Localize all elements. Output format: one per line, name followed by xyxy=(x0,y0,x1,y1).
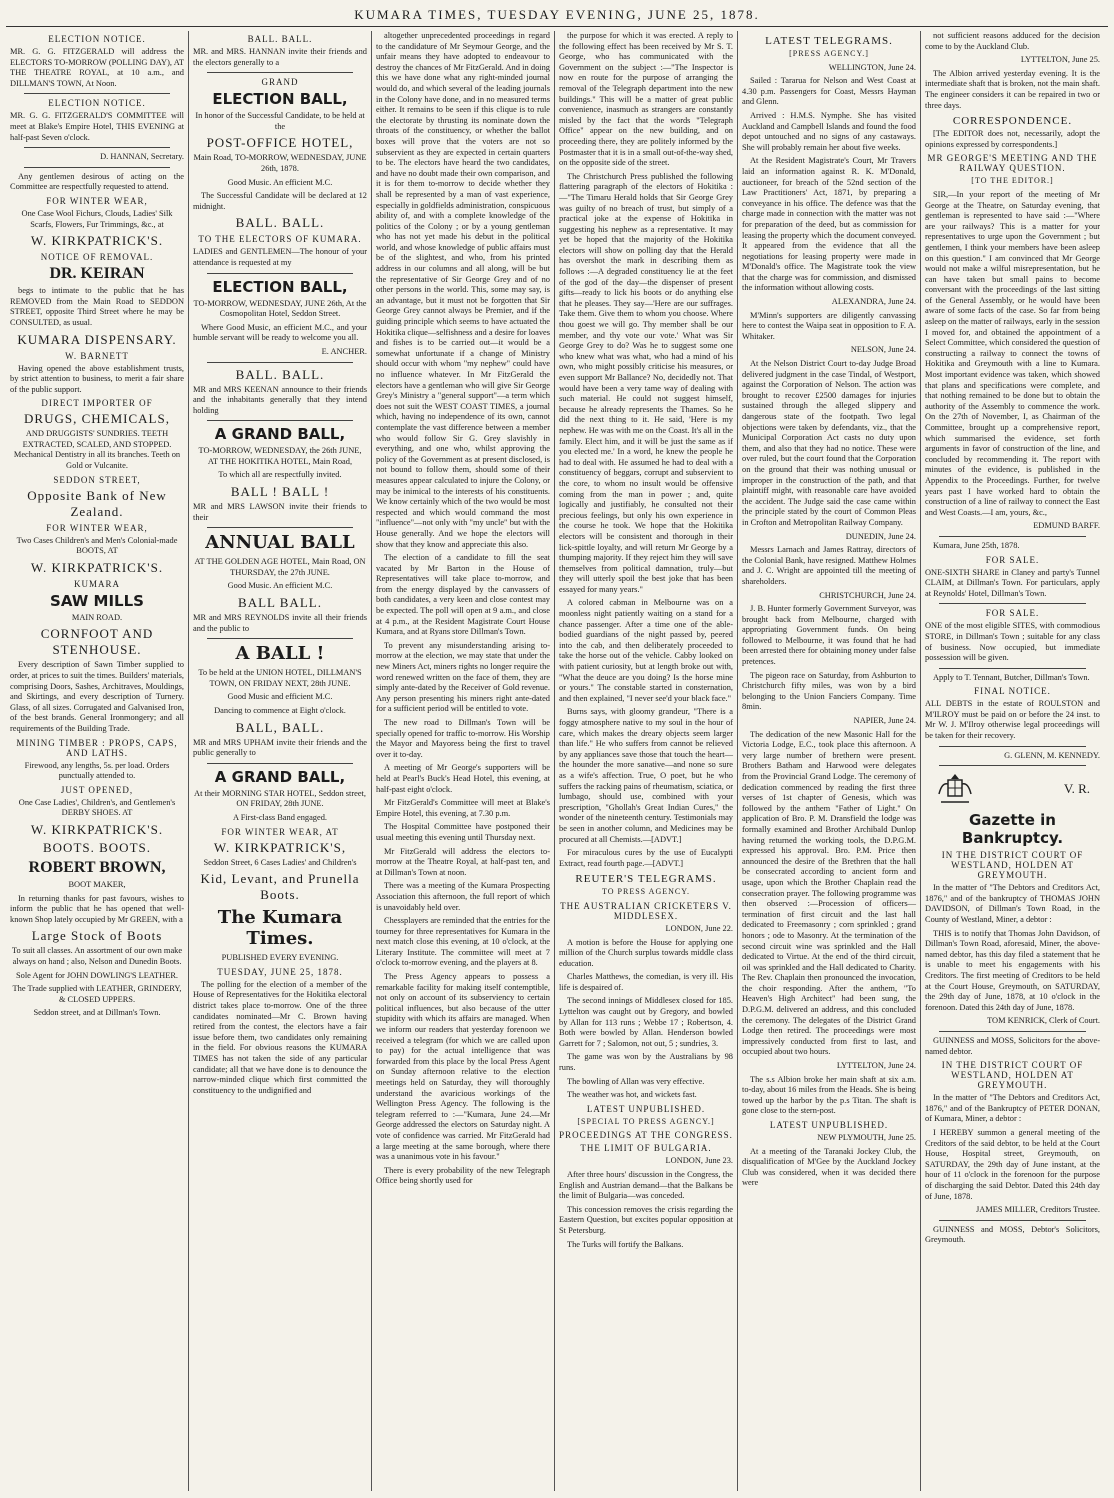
heading: TUESDAY, JUNE 25, 1878. xyxy=(217,966,343,977)
section-title: LATEST TELEGRAMS. xyxy=(765,35,893,47)
dateline: DUNEDIN, June 24. xyxy=(845,531,916,541)
heading: FOR WINTER WEAR, xyxy=(46,195,148,206)
paragraph: There is every probability of the new Telegraph Office being shortly used for xyxy=(376,1165,550,1186)
paragraph: J. B. Hunter formerly Government Surveyor, was brought back from Melbourne, charged with appropriating Government funds. On being followed to Melbourne, it was found that he had been arrested there for obtaining money under false pretences. xyxy=(742,604,916,667)
section-title: REUTER'S TELEGRAMS. xyxy=(575,873,717,886)
paragraph: I HEREBY summon a general meeting of the Creditors of the said debtor, to be held at the Court House, Hospital street, Greymouth, on SATURDAY, the 29th day of June instant, at the hour of 11 o'clock in the forenoon for the purpose of discharging the said Debtor. Dated this 24th day of June, 1878. xyxy=(925,1127,1100,1201)
advert-text: ALL DEBTS in the estate of ROULSTON and M'ILROY must be paid on or before the 24 inst. to Mr W. J. M'Ilroy otherwise legal proceedings will be taken for their recovery. xyxy=(925,699,1100,741)
centered-text: Seddon Street, 6 Cases Ladies' and Children's xyxy=(203,857,357,867)
centered-text: MAIN ROAD. xyxy=(71,612,123,622)
paragraph: Apply to T. Tennant, Butcher, Dillman's Town. xyxy=(933,672,1090,682)
signature: D. HANNAN, Secretary. xyxy=(100,152,184,162)
paragraph: Chessplayers are reminded that the entries for the tourney for three representatives for Kumara in the next match close this evening, at 10 o'clock, at the Literary Institute. The committee will meet at 7 o'clock to-morrow evening, and the players at 8. xyxy=(376,916,550,968)
signature: TOM KENRICK, Clerk of Court. xyxy=(987,1016,1100,1026)
centered-text: Dancing to commence at Eight o'clock. xyxy=(214,706,346,715)
centered-text: Main Road, TO-MORROW, WEDNESDAY, JUNE 26th, 1878. xyxy=(193,153,367,173)
display-line: W. KIRKPATRICK'S. xyxy=(30,821,164,837)
advert-text: MR. G. G. FITZGERALD'S COMMITTEE will meet at Blake's Empire Hotel, THIS EVENING at half-past Seven o'clock. xyxy=(10,111,184,142)
paragraph: The pigeon race on Saturday, from Ashburton to Christchurch fifty miles, was won by a bird belonging to the Union Fanciers Company. Time 8min. xyxy=(742,670,916,712)
heading: PROCEEDINGS AT THE CONGRESS. xyxy=(559,1130,733,1141)
paragraph: Any gentlemen desirous of acting on the Committee are respectfully requested to attend. xyxy=(10,171,184,192)
heading: DIRECT IMPORTER OF xyxy=(41,398,153,409)
display-bold: A GRAND BALL, xyxy=(214,767,346,786)
advert-text: MR and MRS REYNOLDS invite all their friends and the public to xyxy=(193,613,367,633)
column-5 xyxy=(738,31,921,1491)
display-line: Large Stock of Boots xyxy=(31,928,163,944)
paragraph: Messrs Larnach and James Rattray, directors of the Colonial Bank, have resigned. Matthew Holmes and J. C. Wright are appointed till the meeting of shareholders. xyxy=(742,545,916,586)
display-line: W. KIRKPATRICK'S. xyxy=(30,559,164,575)
display-line: POST-OFFICE HOTEL, xyxy=(206,135,354,151)
divider-rule xyxy=(207,638,353,639)
display-line: BALL ! BALL ! xyxy=(230,484,330,500)
divider-rule xyxy=(207,72,353,73)
column-2 xyxy=(189,31,372,1491)
paragraph: For miraculous cures by the use of Eucalypti Extract, read fourth page.—[ADVT.] xyxy=(559,848,733,868)
section-title: CORRESPONDENCE. xyxy=(952,115,1073,128)
paragraph: The Successful Candidate will be declared at 12 midnight. xyxy=(193,191,367,211)
display-gothic: The Kumara Times. xyxy=(217,907,343,950)
heading: FOR SALE. xyxy=(985,608,1040,619)
divider-rule xyxy=(939,1220,1086,1221)
display-name: ROBERT BROWN, xyxy=(28,858,166,876)
advert-text: MR and MRS UPHAM invite their friends and the public generally to xyxy=(193,737,367,758)
signature: G. GLENN, M. KENNEDY. xyxy=(1004,750,1100,760)
masthead: KUMARA TIMES, TUESDAY EVENING, JUNE 25, 1878. xyxy=(6,4,1108,27)
small-caps-line: TO PRESS AGENCY. xyxy=(602,887,690,897)
paragraph: The Hospital Committee have postponed their usual meeting this evening until Thursday next. xyxy=(376,822,550,842)
dateline: WELLINGTON, June 24. xyxy=(828,62,916,72)
paragraph: A meeting of Mr George's supporters will be held at Pearl's Buck's Head Hotel, this evening, at half-past eight o'clock. xyxy=(376,763,550,794)
centered-text: To which all are respectfully invited. xyxy=(218,470,342,480)
centered-text: To suit all classes. An assortment of our own make always on hand ; also, Nelson and Dunedin Boots. xyxy=(11,946,183,966)
divider-rule xyxy=(24,167,170,168)
column-6 xyxy=(921,31,1104,1491)
divider-rule xyxy=(207,362,353,363)
dateline: NELSON, June 24. xyxy=(850,345,916,355)
display-line: W. KIRKPATRICK'S, xyxy=(213,839,347,855)
centered-text: AT THE GOLDEN AGE HOTEL, Main Road, ON THURSDAY, the 27th JUNE. xyxy=(194,557,366,577)
dateline: LYTTELTON, June 24. xyxy=(836,1061,916,1071)
centered-text: Good Music. An efficient M.C. xyxy=(227,177,333,187)
display-gothic: A BALL ! xyxy=(235,643,325,665)
divider-rule xyxy=(207,763,353,764)
heading: MINING TIMBER : PROPS, CAPS, AND LATHS. xyxy=(16,737,178,758)
paragraph: Arrived : H.M.S. Nymphe. She has visited Auckland and Campbell Islands and found the food depot untouched and no signs of any castaways. She will probably remain her about five weeks. xyxy=(742,110,916,152)
columns xyxy=(6,31,1108,1491)
centered-text: Two Cases Children's and Men's Colonial-made BOOTS, AT xyxy=(16,535,178,556)
paragraph: SIR,—In your report of the meeting of Mr George at the Theatre, on Saturday evening, that gentleman is represented to have said :—"Where are your railways? This is a matter for your representatives to urge upon the Government ; but gentlemen, I think your members have been asleep on this question." I am convinced that Mr George would not make a wilful misrepresentation, but he can have taken but small pains to become conversant with the proceedings of the last sitting of the General Assembly, or he would have been aware of some facts of the case. So far from being asleep on the matter of railways, early in the session I moved for, and obtained the appointment of a Select Committee, which considered the question of constructing a railway to connect the towns of Hokitika and Greymouth with a line to Kumara. Most important evidence was taken, which showed that plans and specifications were complete, and that nothing remained to be done but to obtain the authority of the Assembly to commence the work. On the 27th of November, I, as Chairman of the Committee, brought up a comprehensive report, which summarised the evidence, set forth arguments in favor of construction of the line, and concluded by recommending it. The report with minutes of the evidence, is published in the Appendix to the Proceedings. Further, for twelve years past I have worked hard to obtain the construction of a line of railway to connect the East and West Coasts.—I am, yours, &c., xyxy=(925,189,1100,517)
display-line: KUMARA DISPENSARY. xyxy=(17,331,177,347)
advert-text: LADIES and GENTLEMEN—The honour of your attendance is requested at my xyxy=(193,247,367,267)
paragraph: The bowling of Allan was very effective. xyxy=(567,1076,705,1086)
dateline: CHRISTCHURCH, June 24. xyxy=(819,590,916,600)
heading: SEDDON STREET, xyxy=(53,474,141,485)
heading: IN THE DISTRICT COURT OF WESTLAND, HOLDEN AT GREYMOUTH. xyxy=(941,850,1084,881)
signature: E. ANCHER. xyxy=(321,346,367,356)
paragraph: Charles Matthews, the comedian, is very ill. His life is despaired of. xyxy=(559,972,733,992)
centered-text: TO-MORROW, WEDNESDAY, JUNE 26th, At the Cosmopolitan Hotel, Seddon Street. xyxy=(193,298,367,319)
heading: ELECTION NOTICE. xyxy=(48,98,146,109)
column-3 xyxy=(372,31,555,1491)
paragraph: Kumara, June 25th, 1878. xyxy=(933,540,1020,550)
paragraph: There was a meeting of the Kumara Prospecting Association this afternoon, the full report of which is unavoidably held over. xyxy=(376,881,550,912)
centered-text: Good Music. An efficient M.C. xyxy=(227,581,333,591)
dateline: NEW PLYMOUTH, June 25. xyxy=(817,1133,916,1142)
divider-rule xyxy=(939,603,1086,604)
centered-text: AND DRUGGISTS' SUNDRIES. TEETH EXTRACTED, SCALED, AND STOPPED. Mechanical Dentistry in all its branches. Teeth on Gold or Vulcanite. xyxy=(13,429,181,471)
paragraph: At the Resident Magistrate's Court, Mr Travers laid an information against R. K. M'Donald, auctioneer, for breach of the 52nd section of the Law Practitioners' Act, 1871, by preparing a conveyance in his office. The defence was that the charge made in connection with the matter was not for preparation of the deed, but as commission for leasing the property which the document conveyed. It appeared from the evidence that all the negotiations for leasing property were made in M'Donald's office. The Magistrate took the view that the charge was for commission, and dismissed the information without allowing costs. xyxy=(742,156,916,293)
crest-label: V. R. xyxy=(1063,781,1090,797)
centered-text: The Trade supplied with LEATHER, GRINDERY, & CLOSED UPPERS. xyxy=(12,984,182,1004)
advert-text: MR. G. G. FITZGERALD will address the ELECTORS TO-MORROW (POLLING DAY), AT THE THEATRE ROYAL, at 10 a.m., and DILLMAN'S TOWN, At Noon. xyxy=(10,47,184,88)
paragraph: A motion is before the House for applying one million of the Church surplus towards middle class education. xyxy=(559,937,733,968)
centered-text: Good Music and efficient M.C. xyxy=(227,692,333,702)
divider-rule xyxy=(207,420,353,421)
display-line: BALL. BALL. xyxy=(235,215,325,231)
paragraph: GUINNESS and MOSS, Solicitors for the above-named debtor. xyxy=(925,1035,1100,1056)
display-line: BALL, BALL. xyxy=(235,719,325,735)
heading: THE AUSTRALIAN CRICKETERS V. MIDDLESEX. xyxy=(560,900,732,921)
paragraph: the purpose for which it was erected. A reply to the following effect has been received by Mr S. T. George, who has communicated with the Government on the subject :—"The Inspector is now en route for the purpose of arranging the removal of the Telegraph department into the new buildings." This will be a matter of great public convenience, inasmuch as strangers are constantly misled by the fact that the words "Telegraph Office" appear on the new building, and on proceeding there, they are politely informed by the Postmaster that it is in a small out-of-the-way shed, on the opposite side of the street. xyxy=(559,31,733,168)
paragraph: The new road to Dillman's Town will be specially opened for traffic to-morrow. His Worship the Mayor and Mayoress being the first to travel over it to-day. xyxy=(376,718,550,759)
paragraph: The Turks will fortify the Balkans. xyxy=(567,1239,684,1249)
centered-text: A First-class Band engaged. xyxy=(233,812,327,822)
advert-text: ONE-SIXTH SHARE in Claney and party's Tunnel CLAIM, at Dillman's Town. For particulars, apply at Reynolds' Hotel, Dillman's Town. xyxy=(925,567,1100,598)
heading: NOTICE OF REMOVAL. xyxy=(40,252,154,263)
divider-rule xyxy=(939,765,1086,766)
paragraph: At the Nelson District Court to-day Judge Broad delivered judgment in the case Tindal, of Westport, against the Corporation of Nelson. The action was brought to recover £2500 damages for injuries sustained through the alleged slippery and dangerous state of the footpath. Two legal objections were taken by defendants, viz., that the Municipal Corporation Act casts no duty upon them, and also that they had no notice. These were over ruled, but the court found that the Corporation on the ground that their was nothing unusual or improper in the construction of the path, and that plaintiff might, with reasonable care have avoided the accident. The Judge said the case came within the principle stated by the court of Common Pleas in Crofton and Metropolitan Railway Company. xyxy=(742,359,916,527)
advert-text: MR and MRS LAWSON invite their friends to their xyxy=(193,502,367,522)
display-bold: A GRAND BALL, xyxy=(214,425,346,444)
divider-rule xyxy=(939,1031,1086,1032)
centered-text: At their MORNING STAR HOTEL, Seddon street, ON FRIDAY, 28th JUNE. xyxy=(194,788,366,809)
dateline: LYTTELTON, June 25. xyxy=(1020,55,1100,65)
paragraph: The Press Agency appears to possess a remarkable facility for making itself contemptible, not only on account of its subserviency to certain political influences, but also because of the utter stupidity with which its affairs are managed. When we inform our readers that yesterday forenoon we received a telegram (for which we are called upon to pay) for the actual intelligence that was forwarded from this place by the local Press Agent on Sunday afternoon relative to the election meetings held on Saturday, they will thoroughly understand the avaricious workings of the Wellington Press Agency. The following is the telegram referred to :—"Kumara, June 24.—Mr George addressed the electors on Saturday night. A vote of confidence was carried. Mr FitzGerald had a large meeting at the same borough, where there was a unanimous vote in his favour." xyxy=(376,972,550,1162)
paragraph: Burns says, with gloomy grandeur, "There is a foggy atmosphere native to my soul in the hour of care, which makes the dreary objects seem larger than life." He who suffers from cannot be relieved by any appliances save those that touch the heart—the hounder the more sanative—and none so sure as a wife's affection. True, O poet, but he who suffers the racking pains of rheumatism, sciatica, or lumbago, should use, combined with your prescription, "Ghollah's Great Indian Cures," the wonder of the nineteenth century. Testimonials may be seen in another column, and Medicines may be procured at all Chemists.—[ADVT.] xyxy=(559,707,733,844)
dateline: LONDON, June 23. xyxy=(665,1156,733,1166)
paragraph: Sailed : Tararua for Nelson and West Coast at 4.30 p.m. Passengers for Coast, Messrs Hayman and Glenn. xyxy=(742,76,916,107)
heading: FOR SALE. xyxy=(985,554,1040,565)
small-caps-line: [SPECIAL TO PRESS AGENCY.] xyxy=(577,1116,715,1126)
paragraph: altogether unprecedented proceedings in regard to the candidature of Mr Seymour George, and the unfair means they have adopted to endeavour to destroy the chances of Mr FitzGerald. And in doing this we have done what any right-minded journal would do, and which several of the leading journals in the Colony have done, and in no measured terms either. It remains to be seen if this clique is to rule the electorate by thrusting its nominate down the throats of the constituency, or whether the ballot boxes will prove that the voters are not so subservient as they are expected in certain quarters to be. The electors have heard the two candidates, and have no doubt made their own comparison, and it is for them to-morrow to decide whether they shall be represented by a man of vast experience, especially in goldfields administration, conspicuous ability of, and with a complete knowledge of the politics of the Colony ; or by a young gentleman who has not yet made his debut in the political world, and whose knowledge of public affairs must be of the slightest, and who, from his printed address in our columns and all along, will be but the representative of Sir George Grey and of no other persons in the world. This, some may say, is an advantage, but it must not be forgotten that Sir George Grey cannot always be Premier, and if the guiding principle which seems to have actuated the Hokitika clique—selfishness and a desire for loaves and fishes is to be carried out—it would be a somewhat unfortunate if a change of Ministry should occur with whom "my nephew" could have no influence whatever. In Mr FitzGerald the electors have a gentleman who will give Sir George Grey's Ministry a "general support"—a term which does not suit the WEST COAST TIMES, a journal which, having no independence of its own, cannot contemplate the vast difference between a member who would follow Sir G. Grey slavishly in everything, and one who, whilst approving the policy of the Government as at present disclosed, is not bound to follow them, should some of their measures appear calculated to injure the Colony, or may be inimical to the interests of his constituents. We know certainly which of the two would be most respected and which would command the most "influence"—not only with "my uncle" but with the House generally. And we hope the electors will show that they know and appreciate this also. xyxy=(376,31,550,549)
centered-text: In honor of the Successful Candidate, to be held at the xyxy=(195,111,365,131)
advert-text: ONE of the most eligible SITES, with commodious STORE, in Dillman's Town ; suitable for any class of business. Now occupied, but immediate possession will be given. xyxy=(925,621,1100,663)
display-line: DRUGS, CHEMICALS, xyxy=(24,411,170,427)
paragraph: In the matter of "The Debtors and Creditors Act, 1876," and of the bankruptcy of THOMAS JOHN DAVIDSON, of Dillman's Town Road, in the County of Westland, Miner, a debtor : xyxy=(925,883,1100,925)
paragraph: The Albion arrived yesterday evening. It is the intermediate shaft that is broken, not the main shaft. The engineer considers it can be repaired in two or three days. xyxy=(925,68,1100,110)
paragraph: THIS is to notify that Thomas John Davidson, of Dillman's Town Road, aforesaid, Miner, the above-named debtor, has this day filed a statement that he is unable to meet his engagements with his Creditors. The first meeting of Creditors to be held at the Court House, Greymouth, on SATURDAY, the 29th day of June, 1878, at 10 o'clock in the forenoon. Dated this 24th day of June, 1878. xyxy=(925,928,1100,1012)
centered-text: One Case Ladies', Children's, and Gentlemen's DERBY SHOES. AT xyxy=(18,797,176,818)
heading: BALL. BALL. xyxy=(247,34,313,44)
display-line: W. KIRKPATRICK'S. xyxy=(30,233,164,249)
paragraph: The dedication of the new Masonic Hall for the Victoria Lodge, E.C., took place this afternoon. A very large number of brethern were present. Brothers Batham and Harwood were delegates from the Provincial Grand Lodge. The ceremony of dedication commenced by reading the first three verses of 1st chapter of Genesis, which was followed by the anthem "Father of Light." On application of Bro. P. M. Dransfield the lodge was formally examined and Brother Archibald Dunlop having returned the working tools, the D.P.G.M. expressed his approval. Bro. P.M. Price then announced the desire of the Brethren that the hall be consecrated according to ancient form and usage, upon which the Brother Chaplain read the consecration prayer. The following programme was then observed :—Procession of officers—termination of first circuit and the last hall dedicated to Freemasonry ; corn sprinkled ; grand honors ; ode to Masonry. At the termination of the second circuit wine was sprinkled and the Hall dedicated to Virtue. At the end of the third circuit, oil was sprinkled and the Hall dedicated to Charity. The Rev. Chaplain then pronounced the invocation, the choir responding. After the anthem, "To Heaven's High Architect" had been sung, the D.P.G.M. delivered an address, and this concluded the ceremony. The delegates of the District Grand Lodge then retired. The proceedings were most impressively conducted from first to last, and occupied about two hours. xyxy=(742,729,916,1057)
paragraph: The game was won by the Australians by 98 runs. xyxy=(559,1052,733,1073)
display-line: CORNFOOT AND STENHOUSE. xyxy=(40,626,154,658)
paragraph: begs to intimate to the public that he has REMOVED from the Main Road to SEDDON STREET, opposite Third Street where he may be CONSULTED, as usual. xyxy=(10,286,184,327)
centered-text: To be held at the UNION HOTEL, DILLMAN'S TOWN, ON FRIDAY NEXT, 28th JUNE. xyxy=(198,668,362,688)
centered-text: Seddon street, and at Dillman's Town. xyxy=(33,1008,161,1018)
centered-text: Firewood, any lengths, 5s. per load. Orders punctually attended to. xyxy=(24,760,170,781)
paragraph: Having opened the above establishment trusts, by strict attention to business, to merit a fair share of the public support. xyxy=(10,363,184,394)
paragraph: M'Minn's supporters are diligently canvassing here to contest the Waipa seat in opposition to F. A. Whitaker. xyxy=(742,310,916,341)
divider-rule xyxy=(939,668,1086,669)
heading: THE LIMIT OF BULGARIA. xyxy=(580,1143,712,1154)
heading: W. BARNETT xyxy=(65,350,129,361)
small-caps-line: [TO THE EDITOR.] xyxy=(971,176,1054,186)
divider-rule xyxy=(24,93,170,94)
centered-text: BOOT MAKER, xyxy=(68,879,126,889)
paragraph: The s.s Albion broke her main shaft at six a.m. to-day, about 16 miles from the Heads. She is being towed up the harbor by the p.s Titan. The shaft is gone close to the stern-post. xyxy=(742,1074,916,1116)
dateline: NAPIER, June 24. xyxy=(853,716,916,726)
divider-rule xyxy=(939,536,1086,537)
centered-text: TO-MORROW, WEDNESDAY, the 26th JUNE, AT THE HOKITIKA HOTEL, Main Road, xyxy=(198,446,362,466)
paragraph: A colored cabman in Melbourne was on a moonless night patiently waiting on a stand for a chance passenger. After a time one of the able-bodied guardians of the night passed by, peered into the cab, and then deliberately proceeded to take the horse out of the vehicle. Cabby looked on with patient curiosity, but at length broke out with, "What the deuce are you doing? Is the horse mine or yours." The constable started in consternation, and then explained, "I never see'd your black face." xyxy=(559,598,733,703)
paragraph: To prevent any misunderstanding arising to-morrow at the election, we may state that under the new Miners Act, miners rights no longer require the word renewed written on the face of them, they are simply ante-dated by the Receiver of Gold revenue. Any person presenting his miners right ante-dated for a sufficient period will be entitled to vote. xyxy=(376,640,550,714)
centered-text: One Case Wool Fichurs, Clouds, Ladies' Silk Scarfs, Flowers, Fur Trimmings, &c., at xyxy=(21,208,173,229)
display-line: BALL. BALL. xyxy=(235,366,325,382)
paragraph: In returning thanks for past favours, wishes to inform the public that he has opened that well-known Shop lately occupied by Mr GREEN, with a xyxy=(10,893,184,924)
paragraph: Where Good Music, an efficient M.C., and your humble servant will be ready to welcome you all. xyxy=(193,322,367,343)
divider-rule xyxy=(207,527,353,528)
paragraph: The Christchurch Press published the following flattering paragraph of the electors of Hokitika :—"The Timaru Herald holds that Sir George Grey was guilty of no breach of trust, but simply of a practical joke at the expense of Hokitika in suggesting his nephew as a representative. It may yet be hoped that the majority of the Hokitika electors will show on polling day that the Herald has overshot the mark in describing them as follows :—A degraded constituency lie at the feet of the god of the day—the dispenser of present gifts—ready to lick his boots or do anything else that he pleases. They say—'Here are our suffrages. Take them. Give them to whom you choose. Where thou goest we will go. Thy member shall be our member, and thy vote our vote.' What was Sir George Grey to do? Was he to suggest some one who knew what was what, who had a mind of his own, who might possibly criticise his measures, or even support Mr Ballance? No, decidedly not. That would have been a very tame way of dealing with such material. He could not suggest himself, because he already represents the Thames. So he did the next thing to it. He said, 'Here is my nephew. He was with me on the Coast. It's all in the family. Elect him, and it will be just the same as if you elected me.' In a word, he knew the people he had to deal with. He assumed he had to deal with a constituency of beggars, corrupt and subservient to the core, to whom no insult would be offensive coming from the man in power ; and, quite logically and justifiably, he consulted not their precious feelings, but only his own experience in the course he took. We hope that the Hokitika electors will be consistent and thorough in their lick-spittle loyalty, and will return Mr George by a thumping majority. If they reject him they will save themselves from political damnation, truly—but they will utterly spoil the best joke that has been essayed for many years." xyxy=(559,171,733,594)
signature: JAMES MILLER, Creditors Trustee. xyxy=(975,1205,1100,1215)
paragraph: [The EDITOR does not, necessarily, adopt the opinions expressed by correspondents.] xyxy=(925,129,1100,149)
heading: GRAND xyxy=(261,77,299,88)
crest-icon xyxy=(935,772,975,806)
paragraph: not sufficient reasons adduced for the decision come to by the Auckland Club. xyxy=(925,31,1100,51)
heading: FINAL NOTICE. xyxy=(974,686,1051,697)
heading: FOR WINTER WEAR, xyxy=(46,522,148,533)
heading: JUST OPENED, xyxy=(60,784,134,795)
display-gothic: ANNUAL BALL xyxy=(205,532,355,554)
paragraph: At a meeting of the Taranaki Jockey Club, the disqualification of M'Gee by the Auckland Jockey Club was considered, when it was decided there were xyxy=(742,1146,916,1188)
heading: FOR WINTER WEAR, AT xyxy=(221,826,339,837)
paragraph: Every description of Sawn Timber supplied to order, at prices to suit the times. Builders' materials, comprising Doors, Sashes, Architraves, Mouldings, and Skirtings, and every description of Turnery. Glass, of all sizes. Corrugated and Galvanised Iron, of the best brands. General Ironmongery; and all requirements of the Building Trade. xyxy=(10,660,184,733)
heading: KUMARA xyxy=(73,578,120,589)
heading: MR GEORGE'S MEETING AND THE RAILWAY QUESTION. xyxy=(927,153,1098,174)
paragraph: Mr FitzGerald will address the electors to-morrow at the Theatre Royal, at half-past ten, and at Dillman's Town at noon. xyxy=(376,846,550,877)
heading: IN THE DISTRICT COURT OF WESTLAND, HOLDEN AT GREYMOUTH. xyxy=(941,1060,1084,1091)
display-bold: Gazette in Bankruptcy. xyxy=(961,811,1064,848)
paragraph: The weather was hot, and wickets fast. xyxy=(567,1090,697,1100)
divider-rule xyxy=(207,273,353,274)
signature: EDMUND BARFF. xyxy=(1033,521,1100,531)
heading: TO THE ELECTORS OF KUMARA. xyxy=(198,234,362,245)
small-caps-line: [PRESS AGENCY.] xyxy=(789,49,869,58)
divider-rule xyxy=(24,147,170,148)
display-bold: ELECTION BALL, xyxy=(212,277,348,296)
paragraph: The polling for the election of a member of the House of Representatives for the Hokitika electoral district takes place to-morrow. One of the three candidates nominated—Mr C. Brown having retired from the contest, the electors have a fair issue before them, two candidates only remaining in the field. For obvious reasons the KUMARA TIMES has not taken the side of any particular candidate; all that we have done is to denounce the narrow-minded clique which first committed the constituency to the undignified and xyxy=(193,979,367,1095)
display-line: BOOTS. BOOTS. xyxy=(43,839,151,855)
heading: LATEST UNPUBLISHED. xyxy=(769,1120,889,1130)
royal-crest xyxy=(925,770,1100,808)
display-line: Opposite Bank of New Zealand. xyxy=(27,487,167,519)
paragraph: The election of a candidate to fill the seat vacated by Mr Barton in the House of Representatives will take place to-morrow, and from the energy displayed by the canvassers of both candidates, a very keen and close contest may be expected. The poll will open at 9 a.m., and close at 4 p.m., at the Resident Magistrate Court House Kumara, and at Ryans store Dillman's Town. xyxy=(376,553,550,637)
advert-text: MR and MRS KEENAN announce to their friends and the inhabitants generally that they intend holding xyxy=(193,384,367,415)
display-line: Kid, Levant, and Prunella Boots. xyxy=(200,871,360,903)
paragraph: After three hours' discussion in the Congress, the English and Austrian demand—that the Balkans be the limit of Bulgaria—was conceded. xyxy=(559,1170,733,1201)
heading: LATEST UNPUBLISHED. xyxy=(586,1103,706,1114)
column-1 xyxy=(6,31,189,1491)
display-line: BALL BALL. xyxy=(238,595,322,611)
paragraph: GUINNESS and MOSS, Debtor's Solicitors, Greymouth. xyxy=(925,1224,1100,1245)
divider-rule xyxy=(939,746,1086,747)
display-bold: ELECTION BALL, xyxy=(212,90,348,109)
column-4 xyxy=(555,31,738,1491)
advert-text: MR. and MRS. HANNAN invite their friends and the electors generally to a xyxy=(193,47,367,67)
heading: ELECTION NOTICE. xyxy=(48,34,146,44)
display-name: DR. KEIRAN xyxy=(49,265,145,283)
paragraph: The second innings of Middlesex closed for 185. Lyttelton was caught out by Gregory, and bowled by Allan for 113 runs ; Webbe 17 ; Robertson, 4. Both were bowled by Allan. Henderson bowled Garrett for 7 ; Salomon, not out, 5 ; sundries, 3. xyxy=(559,996,733,1048)
dateline: LONDON, June 22. xyxy=(665,923,733,933)
centered-text: PUBLISHED EVERY EVENING. xyxy=(221,953,339,963)
dateline: ALEXANDRA, June 24. xyxy=(831,297,916,307)
display-bold: SAW MILLS xyxy=(50,591,144,610)
paragraph: In the matter of "The Debtors and Creditors Act, 1876," and of the Bankruptcy of PETER DONAN, of Kumara, Miner, a debtor : xyxy=(925,1093,1100,1124)
paragraph: Mr FitzGerald's Committee will meet at Blake's Empire Hotel, this evening, at 7.30 p.m. xyxy=(376,798,550,818)
centered-text: Sole Agent for JOHN DOWLING'S LEATHER. xyxy=(15,970,178,980)
paragraph: This concession removes the crisis regarding the Eastern Question, but excites popular opposition at St Petersburg. xyxy=(559,1204,733,1235)
